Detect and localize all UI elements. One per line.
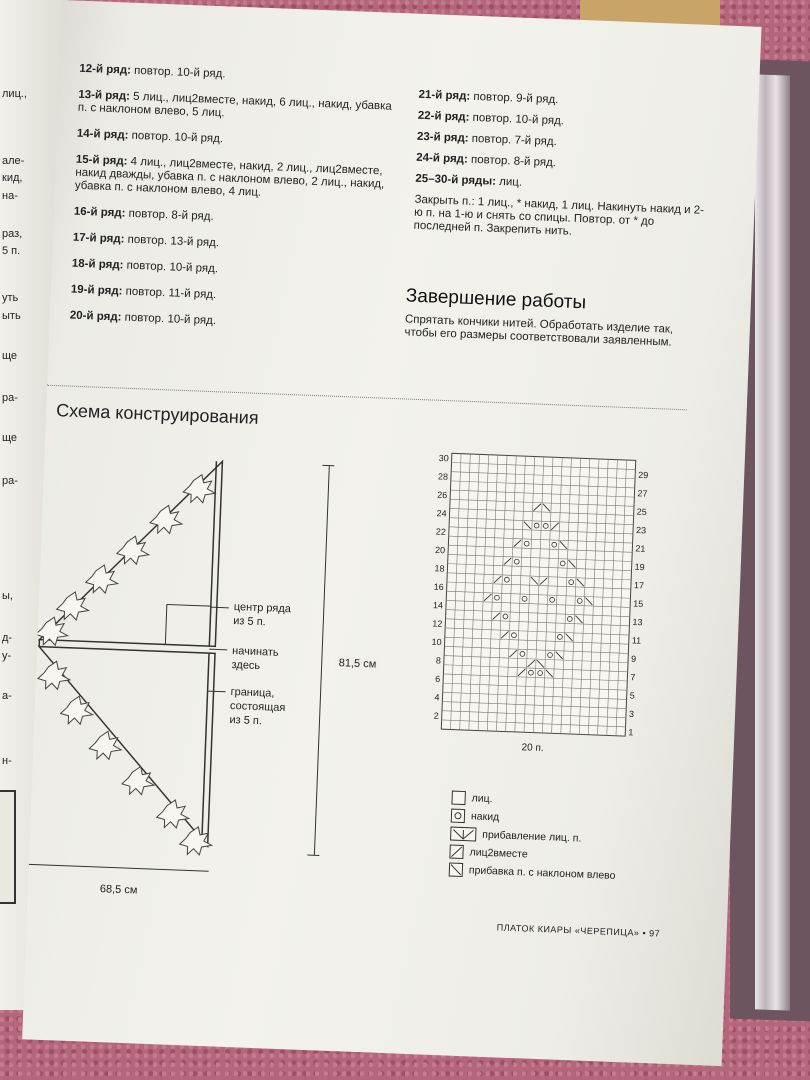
- legend-item: накид: [451, 809, 500, 825]
- left-page-box: [0, 790, 16, 904]
- chart-row-number: 14: [432, 600, 444, 611]
- chart-row-number: 1: [628, 727, 634, 738]
- diagram-heading: Схема конструирования: [55, 400, 259, 428]
- chart-row-number: 5: [629, 690, 635, 701]
- left-fragment: у-: [2, 650, 12, 662]
- row-instruction: 19-й ряд: повтор. 11-й ряд.: [70, 283, 217, 302]
- left-fragment: 5 п.: [2, 245, 21, 257]
- knit-symbol-icon: [451, 791, 466, 806]
- left-fragment: н-: [2, 755, 12, 767]
- chart-row-number: 27: [637, 488, 648, 499]
- finishing-text: Спрятать кончики нитей. Обработать изделие так, чтобы его размеры соответствовали заявленным.: [404, 313, 674, 349]
- increase-symbol-icon: [450, 827, 477, 842]
- chart-row-number: 10: [431, 636, 442, 648]
- chart-row-number: 25: [636, 506, 647, 518]
- chart-row-number: 7: [630, 672, 636, 683]
- row-instruction: 12-й ряд: повтор. 10-й ряд.: [79, 62, 226, 81]
- chart-row-number: 9: [630, 653, 637, 664]
- chart-row-number: 23: [635, 525, 647, 536]
- finishing-heading: Завершение работы: [405, 285, 587, 314]
- chart-row-number: 13: [632, 616, 643, 628]
- page-footer: ПЛАТОК КИАРЫ «ЧЕРЕПИЦА» • 97: [496, 922, 661, 939]
- left-fragment: ра-: [2, 475, 18, 487]
- row-instruction: 18-й ряд: повтор. 10-й ряд.: [71, 257, 219, 276]
- row-instruction: 25–30-й ряды: лиц.: [415, 172, 523, 189]
- chart-row-number: 30: [438, 453, 449, 464]
- chart-row-number: 8: [435, 655, 442, 666]
- chart-row-number: 28: [437, 471, 449, 482]
- row-instruction: 13-й ряд: 5 лиц., лиц2вместе, накид, 6 лиц., накид, убавка п. с наклоном влево, 5 лиц.: [77, 88, 393, 120]
- left-fragment: ще: [2, 432, 18, 444]
- chart-row-number: 24: [436, 508, 447, 519]
- row-instruction: 20-й ряд: повтор. 10-й ряд.: [69, 309, 217, 328]
- chart-row-number: 20: [434, 544, 446, 556]
- ssk-backslash-icon: [449, 862, 464, 877]
- left-fragment: ра-: [2, 392, 18, 404]
- row-instruction: 14-й ряд: повтор. 10-й ряд.: [76, 127, 224, 146]
- footer-title: ПЛАТОК КИАРЫ «ЧЕРЕПИЦА»: [496, 922, 640, 938]
- knitting-chart: [418, 444, 665, 773]
- legend-item: лиц2вместе: [449, 845, 528, 862]
- left-fragment: д-: [2, 632, 13, 644]
- row-instruction: 21-й ряд: повтор. 9-й ряд.: [418, 88, 559, 107]
- page-number: 97: [648, 928, 661, 939]
- legend-item: лиц.: [451, 791, 492, 807]
- legend-item: прибавка п. с наклоном влево: [449, 862, 616, 882]
- chart-row-number: 6: [435, 673, 441, 685]
- chart-row-number: 2: [433, 710, 439, 721]
- chart-row-number: 17: [633, 580, 645, 591]
- label-start-here: начинать здесь: [231, 645, 279, 673]
- left-fragment: ще: [2, 350, 18, 362]
- left-fragment: лиц.,: [2, 88, 27, 100]
- closing-instruction: Закрыть п.: 1 лиц., * накид, 1 лиц. Накинуть накид и 2-ю п. на 1-ю и снять со спицы. Повтор. от * до последней п. Закрепить нить.: [413, 193, 705, 238]
- chart-row-number: 21: [635, 543, 646, 554]
- left-fragment: уть: [2, 292, 19, 304]
- width-dimension: 68,5 см: [99, 883, 138, 897]
- chart-row-number: 4: [434, 692, 440, 703]
- chart-row-number: 11: [631, 635, 642, 646]
- chart-row-number: 18: [434, 563, 445, 574]
- row-instruction: 24-й ряд: повтор. 8-й ряд.: [415, 151, 557, 170]
- chart-row-number: 3: [628, 708, 635, 720]
- instructions-right-column: [413, 89, 709, 257]
- left-fragment: але-: [2, 155, 25, 167]
- legend-item: прибавление лиц. п.: [450, 827, 582, 846]
- chart-row-number: 15: [633, 598, 644, 609]
- chart-row-number: 29: [638, 469, 649, 481]
- shawl-schematic: [28, 435, 385, 908]
- chart-row-number: 16: [433, 581, 444, 593]
- chart-row-number: 26: [437, 489, 448, 501]
- book-page: [22, 0, 761, 1066]
- left-fragment: а-: [2, 690, 12, 702]
- row-instruction: 15-й ряд: 4 лиц., лиц2вместе, накид, 2 лиц., лиц2вместе, накид дважды, убавка п. с наклоном влево, 2 лиц., накид, убавка п. с наклоном влево, 4 лиц.: [74, 153, 385, 199]
- label-border: граница, состоящая из 5 п.: [229, 685, 286, 728]
- left-fragment: раз,: [2, 228, 23, 240]
- chart-row-number: 12: [432, 618, 443, 629]
- row-instruction: 23-й ряд: повтор. 7-й ряд.: [416, 130, 557, 149]
- leaf-motifs: [28, 469, 226, 856]
- chart-width-label: 20 п.: [521, 742, 544, 755]
- row-instruction: 17-й ряд: повтор. 13-й ряд.: [72, 231, 220, 250]
- k2tog-slash-icon: [449, 845, 464, 860]
- row-instruction: 16-й ряд: повтор. 8-й ряд.: [73, 205, 214, 223]
- height-dimension: 81,5 см: [334, 656, 380, 672]
- chart-row-number: 22: [435, 526, 447, 537]
- left-fragment: кид,: [2, 172, 23, 184]
- book-page-edges: [755, 74, 790, 1010]
- left-fragment: на-: [2, 190, 18, 202]
- label-center-row: центр ряда из 5 п.: [233, 601, 292, 629]
- instructions-left-column: [69, 63, 399, 348]
- row-instruction: 22-й ряд: повтор. 10-й ряд.: [417, 109, 565, 128]
- yarn-over-circle-icon: [451, 809, 466, 824]
- left-fragment: ы,: [2, 590, 13, 602]
- chart-row-number: 19: [634, 561, 645, 573]
- left-fragment: ыть: [2, 310, 21, 322]
